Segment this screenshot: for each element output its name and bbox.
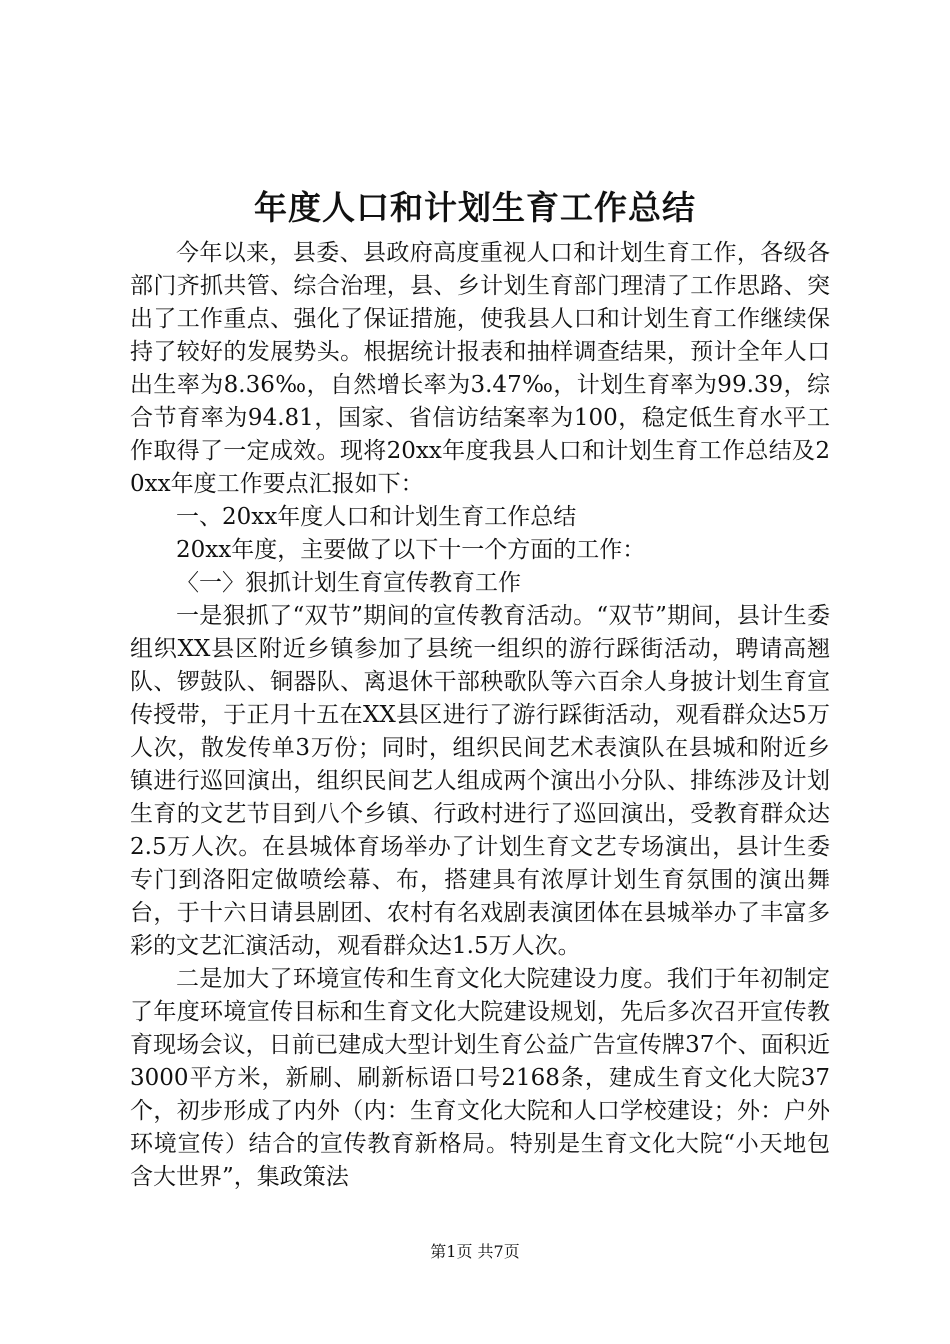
document-title: 年度人口和计划生育工作总结 bbox=[254, 188, 696, 227]
intro-paragraph: 今年以来，县委、县政府高度重视人口和计划生育工作，各级各部门齐抓共管、综合治理，县、乡计划生育部门理清了工作思路、突出了工作重点、强化了保证措施，使我县人口和计划生育工作继续保持了较好的发展势头。根据统计报表和抽样调查结果，预计全年人口出生率为8.36‰，自然增长率为3.47‰，计划生育率为99.39，综合节育率为94.81，国家、省信访结案率为100，稳定低生育水平工作取得了一定成效。现将20xx年度我县人口和计划生育工作总结及20xx年度工作要点汇报如下： bbox=[130, 240, 830, 497]
section-heading: 一、20xx年度人口和计划生育工作总结 bbox=[176, 504, 577, 530]
section-summary-paragraph: 20xx年度，主要做了以下十一个方面的工作： bbox=[176, 537, 646, 563]
document-body bbox=[130, 237, 830, 1194]
body-paragraph-2: 二是加大了环境宣传和生育文化大院建设力度。我们于年初制定了年度环境宣传目标和生育文化大院建设规划，先后多次召开宣传教育现场会议，日前已建成大型计划生育公益广告宣传牌37个、面积近3000平方米，新刷、刷新标语口号2168条，建成生育文化大院37个，初步形成了内外（内：生育文化大院和人口学校建设；外：户外环境宣传）结合的宣传教育新格局。特别是生育文化大院“小天地包含大世界”，集政策法 bbox=[130, 966, 830, 1190]
subsection-heading: 〈一〉狠抓计划生育宣传教育工作 bbox=[176, 570, 521, 596]
body-paragraph-1: 一是狠抓了“双节”期间的宣传教育活动。“双节”期间，县计生委组织XX县区附近乡镇参加了县统一组织的游行踩街活动，聘请高翘队、锣鼓队、铜器队、离退休干部秧歌队等六百余人身披计划生育宣传授带，于正月十五在XX县区进行了游行踩街活动，观看群众达5万人次，散发传单3万份；同时，组织民间艺术表演队在县城和附近乡镇进行巡回演出，组织民间艺人组成两个演出小分队、排练涉及计划生育的文艺节目到八个乡镇、行政村进行了巡回演出，受教育群众达2.5万人次。在县城体育场举办了计划生育文艺专场演出，县计生委专门到洛阳定做喷绘幕、布，搭建具有浓厚计划生育氛围的演出舞台，于十六日请县剧团、农村有名戏剧表演团体在县城举办了丰富多彩的文艺汇演活动，观看群众达1.5万人次。 bbox=[130, 603, 830, 959]
page-footer: 第1页 共7页 bbox=[430, 1242, 520, 1261]
